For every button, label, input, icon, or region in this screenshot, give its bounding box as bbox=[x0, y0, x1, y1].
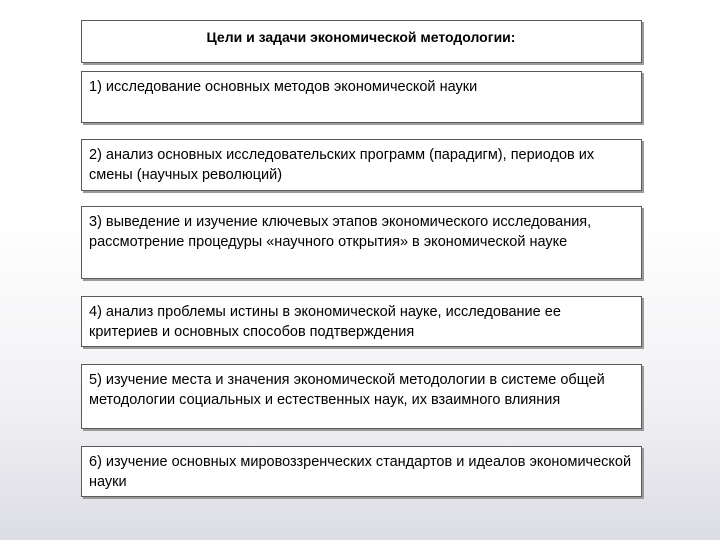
goal-item-2: 2) анализ основных исследовательских программ (парадигм), периодов их смены (научных революций) bbox=[81, 139, 642, 191]
goal-item-1: 1) исследование основных методов экономической науки bbox=[81, 71, 642, 123]
slide-title: Цели и задачи экономической методологии: bbox=[81, 20, 642, 63]
goal-item-4: 4) анализ проблемы истины в экономической науке, исследование ее критериев и основных способов подтверждения bbox=[81, 296, 642, 347]
goal-item-3: 3) выведение и изучение ключевых этапов экономического исследования, рассмотрение процедуры «научного открытия» в экономической науке bbox=[81, 206, 642, 279]
goal-item-5: 5) изучение места и значения экономической методологии в системе общей методологии социальных и естественных наук, их взаимного влияния bbox=[81, 364, 642, 429]
goal-item-6: 6) изучение основных мировоззренческих стандартов и идеалов экономической науки bbox=[81, 446, 642, 497]
